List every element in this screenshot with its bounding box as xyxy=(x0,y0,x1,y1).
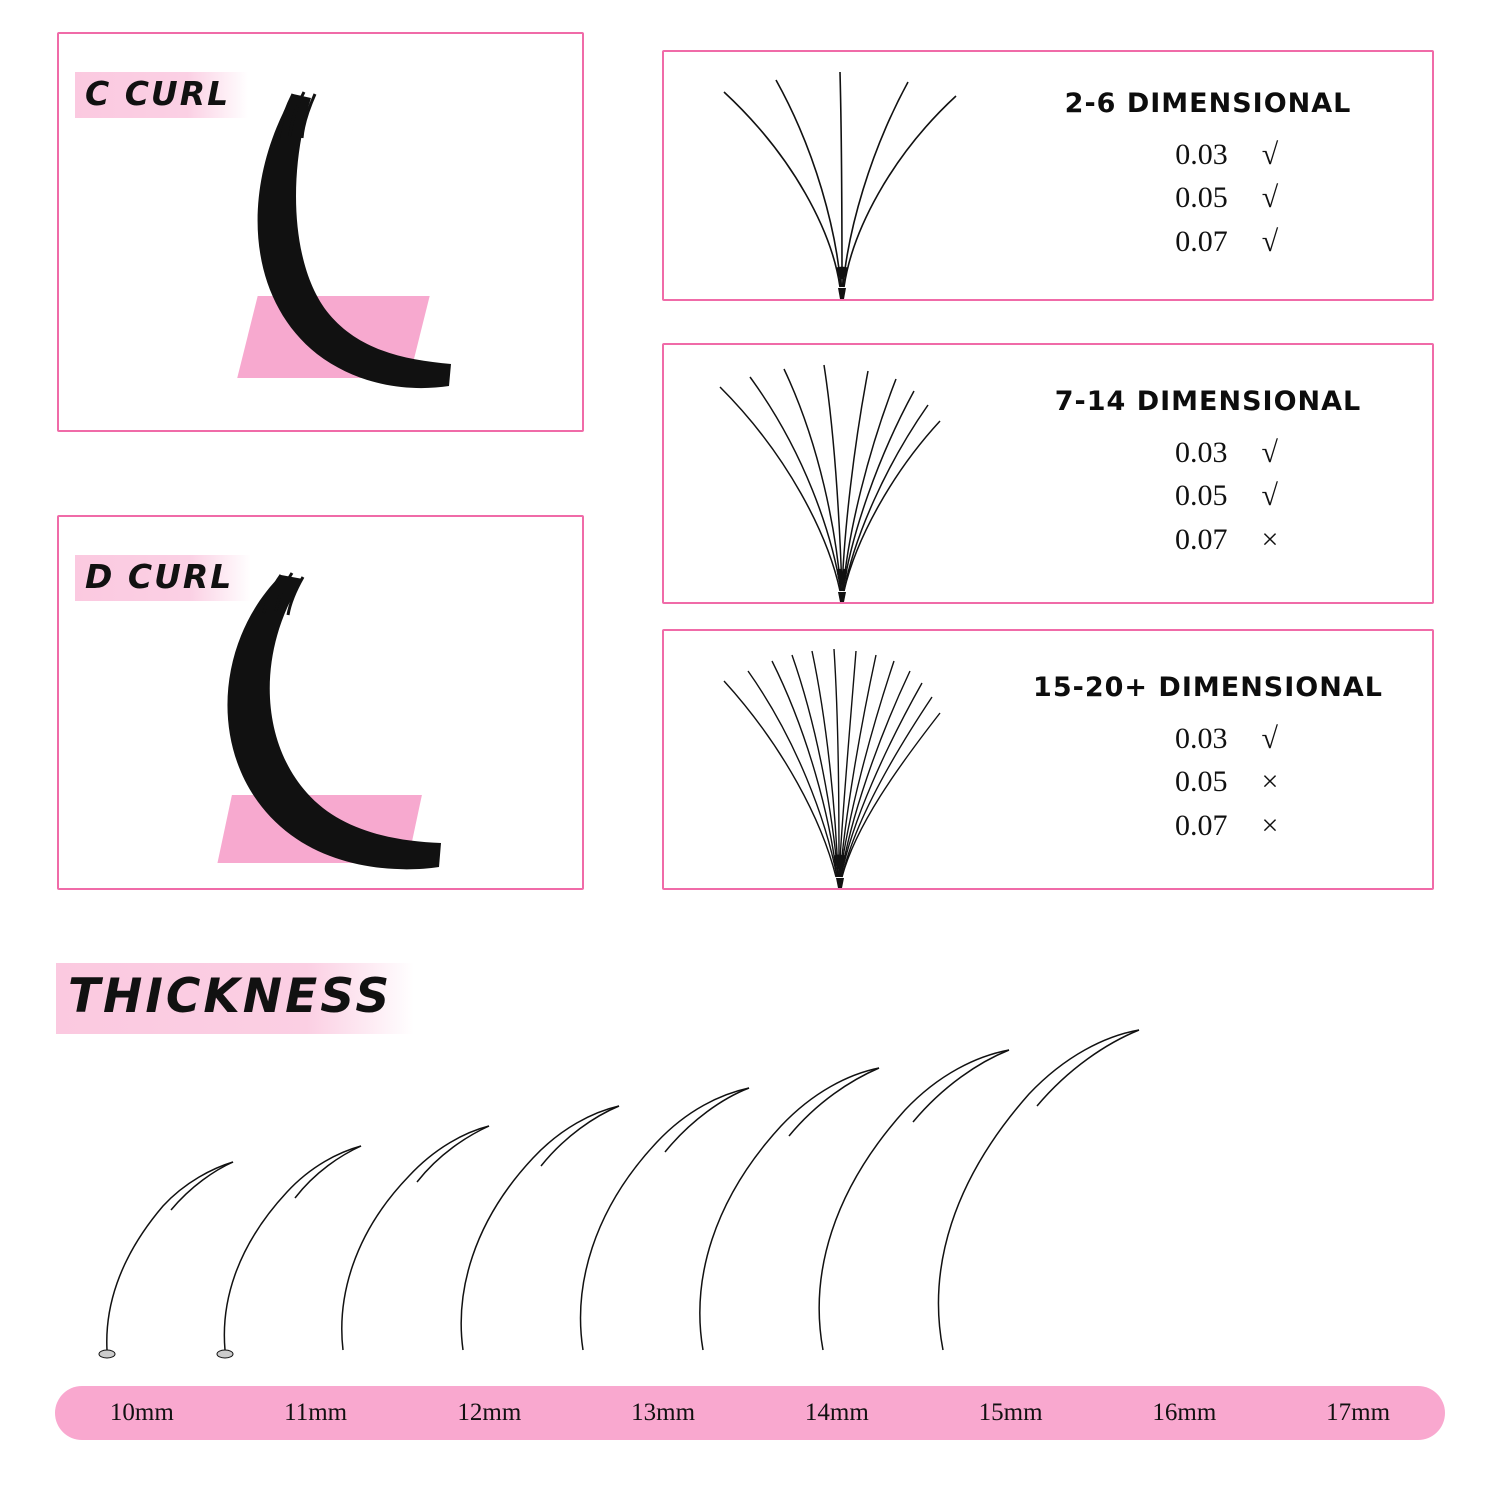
thickness-value: 0.03 xyxy=(1175,435,1228,469)
availability-mark: × xyxy=(1261,808,1279,842)
curl-panel-d-curl xyxy=(57,515,584,890)
fan-illustration-2-6 xyxy=(664,52,994,299)
dimensional-panel-2-6 xyxy=(662,50,1434,301)
length-label: 16mm xyxy=(1152,1399,1217,1426)
length-label: 13mm xyxy=(631,1399,696,1426)
availability-mark: √ xyxy=(1261,721,1278,755)
length-scale-bar xyxy=(55,1386,1445,1440)
thickness-value: 0.05 xyxy=(1175,479,1228,513)
fan-illustration-15-20 xyxy=(664,631,994,888)
thickness-availability-list xyxy=(1138,133,1278,264)
dimensional-title: 7-14 DIMENSIONAL xyxy=(1054,385,1362,417)
d-curl-label: D CURL xyxy=(75,555,251,601)
thickness-row xyxy=(1138,474,1279,518)
length-label: 12mm xyxy=(457,1399,522,1426)
dimensional-info-2-6 xyxy=(994,88,1432,264)
thickness-row xyxy=(1138,176,1278,220)
availability-mark: × xyxy=(1261,522,1279,556)
availability-mark: × xyxy=(1261,765,1279,799)
dimensional-panel-7-14 xyxy=(662,343,1434,604)
thickness-row xyxy=(1138,431,1279,475)
thickness-availability-list xyxy=(1138,717,1279,848)
thickness-row xyxy=(1138,133,1278,177)
thickness-row xyxy=(1138,760,1279,804)
availability-mark: √ xyxy=(1261,181,1279,215)
thickness-value: 0.03 xyxy=(1175,137,1228,171)
availability-mark: √ xyxy=(1261,224,1279,258)
thickness-heading: THICKNESS xyxy=(56,963,414,1034)
thickness-value: 0.03 xyxy=(1175,721,1228,755)
availability-mark: √ xyxy=(1261,137,1279,171)
lash-lengths-svg xyxy=(55,1010,1450,1360)
lash-length-illustrations xyxy=(55,1010,1450,1360)
fan-svg-9-strand xyxy=(664,345,994,602)
availability-mark: √ xyxy=(1261,435,1278,469)
fan-svg-5-strand xyxy=(664,52,994,299)
curl-panel-c-curl xyxy=(57,32,584,432)
thickness-row xyxy=(1138,220,1278,264)
length-label: 14mm xyxy=(804,1399,869,1426)
thickness-availability-list xyxy=(1138,431,1279,562)
fan-svg-13-strand xyxy=(664,631,994,888)
length-label: 15mm xyxy=(978,1399,1043,1426)
length-label: 11mm xyxy=(284,1399,348,1426)
dimensional-title: 15-20+ DIMENSIONAL xyxy=(1033,671,1383,703)
thickness-value: 0.07 xyxy=(1175,224,1228,258)
thickness-row xyxy=(1138,518,1279,562)
thickness-row xyxy=(1138,717,1279,761)
thickness-row xyxy=(1138,804,1279,848)
length-label: 17mm xyxy=(1326,1399,1391,1426)
thickness-value: 0.05 xyxy=(1175,765,1228,799)
dimensional-info-15-20 xyxy=(994,672,1432,848)
dimensional-panel-15-20 xyxy=(662,629,1434,890)
length-label: 10mm xyxy=(109,1399,174,1426)
thickness-value: 0.07 xyxy=(1175,808,1228,842)
c-curl-label: C CURL xyxy=(75,72,248,118)
thickness-value: 0.07 xyxy=(1175,522,1228,556)
thickness-value: 0.05 xyxy=(1175,181,1228,215)
dimensional-info-7-14 xyxy=(994,386,1432,562)
fan-illustration-7-14 xyxy=(664,345,994,602)
dimensional-title: 2-6 DIMENSIONAL xyxy=(1064,87,1352,119)
availability-mark: √ xyxy=(1261,479,1278,513)
